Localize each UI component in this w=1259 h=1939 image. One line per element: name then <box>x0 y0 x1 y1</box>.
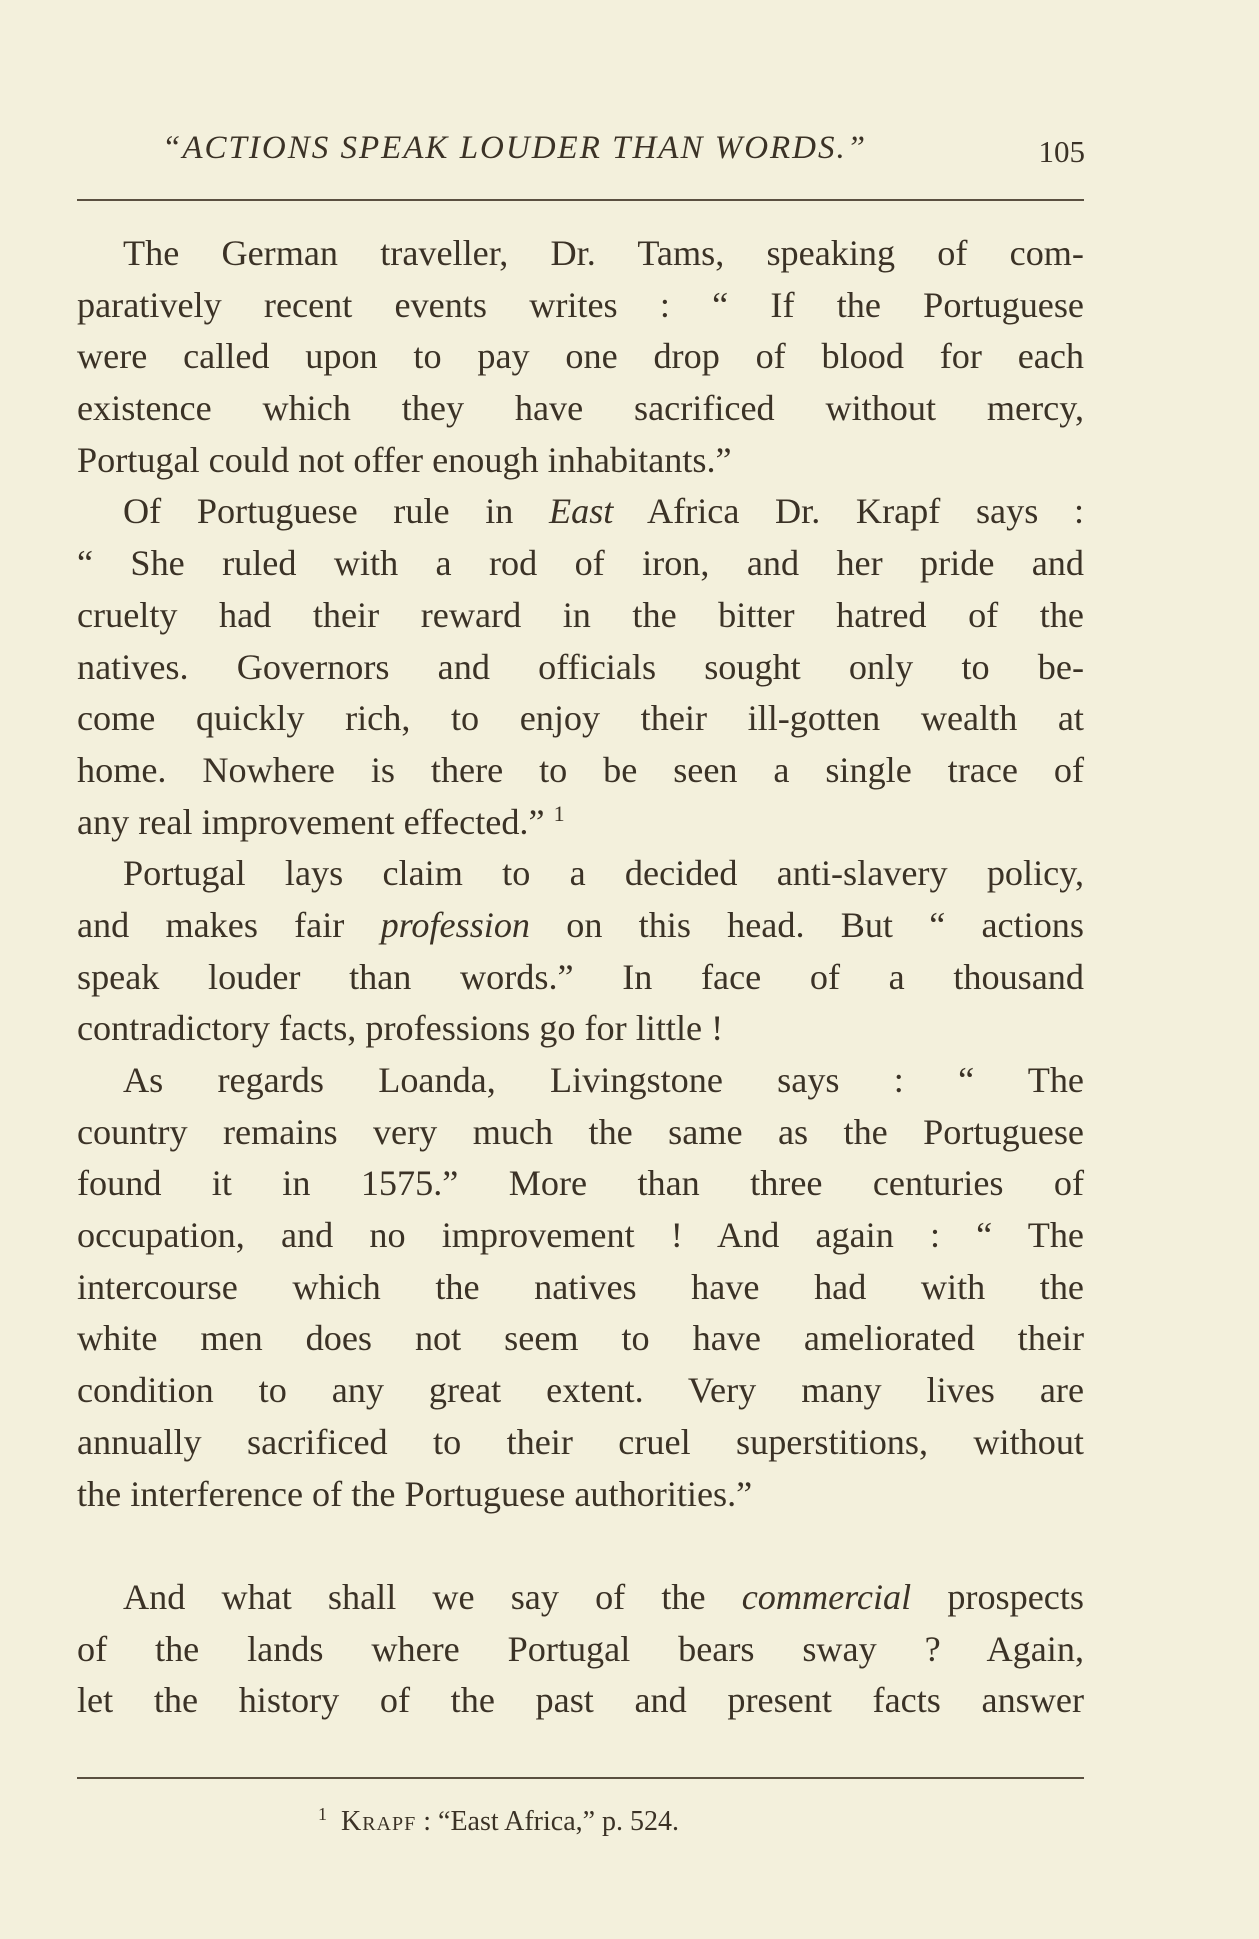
text-line: annually sacrificed to their cruel superstitions, without <box>77 1421 1084 1462</box>
text-line: occupation, and no improvement ! And again : “ The <box>77 1215 1084 1256</box>
text-line: contradictory facts, professions go for little ! <box>77 1008 724 1049</box>
text-line: “ She ruled with a rod of iron, and her pride and <box>77 543 1084 584</box>
italic-word: East <box>549 491 614 532</box>
text-line: speak louder than words.” In face of a thousand <box>77 956 1084 997</box>
running-title: “ACTIONS SPEAK LOUDER THAN WORDS.” <box>162 130 868 166</box>
footnote-reference: 1 <box>553 800 565 826</box>
text-line: were called upon to pay one drop of blood for each <box>77 336 1084 377</box>
header-rule <box>77 199 1084 201</box>
text-line: home. Nowhere is there to be seen a single trace of <box>77 749 1084 790</box>
text-line: let the history of the past and present facts answer <box>77 1680 1084 1721</box>
footnote-text: : “East Africa,” p. 524. <box>416 1806 680 1837</box>
footnote-rule <box>77 1777 1084 1779</box>
text-line: The German traveller, Dr. Tams, speaking of com- <box>123 233 1084 273</box>
text-line: And what shall we say of the commercial prospects <box>123 1576 1084 1617</box>
text-line: come quickly rich, to enjoy their ill-gotten wealth at <box>77 698 1084 739</box>
text-line: As regards Loanda, Livingstone says : “ The <box>123 1060 1084 1100</box>
text-line: cruelty had their reward in the bitter hatred of the <box>77 594 1084 635</box>
text-line: paratively recent events writes : “ If the Portuguese <box>77 284 1084 325</box>
text-line: the interference of the Portuguese authorities.” <box>77 1473 753 1514</box>
italic-word: commercial <box>741 1576 912 1617</box>
text-line: Portugal could not offer enough inhabitants.” <box>77 439 732 480</box>
text-line: Of Portuguese rule in East Africa Dr. Krapf says : <box>123 491 1084 532</box>
page-number: 105 <box>1038 134 1085 169</box>
paragraph-gap <box>77 1520 1084 1572</box>
text-line: and makes fair profession on this head. But “ actions <box>77 904 1084 945</box>
text-line: Portugal lays claim to a decided anti-slavery policy, <box>123 853 1084 894</box>
footnote-author: Krapf <box>341 1806 417 1837</box>
text-line: condition to any great extent. Very many lives are <box>77 1370 1084 1411</box>
text-line: existence which they have sacrificed without mercy, <box>77 388 1084 429</box>
footnote <box>318 1803 680 1838</box>
text-line: any real improvement effected.” $^1$ <box>77 800 565 842</box>
text-line: of the lands where Portugal bears sway ? Again, <box>77 1628 1084 1669</box>
text-line: intercourse which the natives have had with the <box>77 1266 1084 1307</box>
italic-word: profession <box>380 904 531 945</box>
text-line: country remains very much the same as the Portuguese <box>77 1111 1084 1152</box>
text-line: found it in 1575.” More than three centuries of <box>77 1163 1084 1204</box>
footnote-mark: 1 <box>318 1803 327 1824</box>
text-line: white men does not seem to have ameliorated their <box>77 1318 1084 1359</box>
body-text <box>77 228 1084 1727</box>
text-line: natives. Governors and officials sought only to be- <box>77 646 1084 687</box>
